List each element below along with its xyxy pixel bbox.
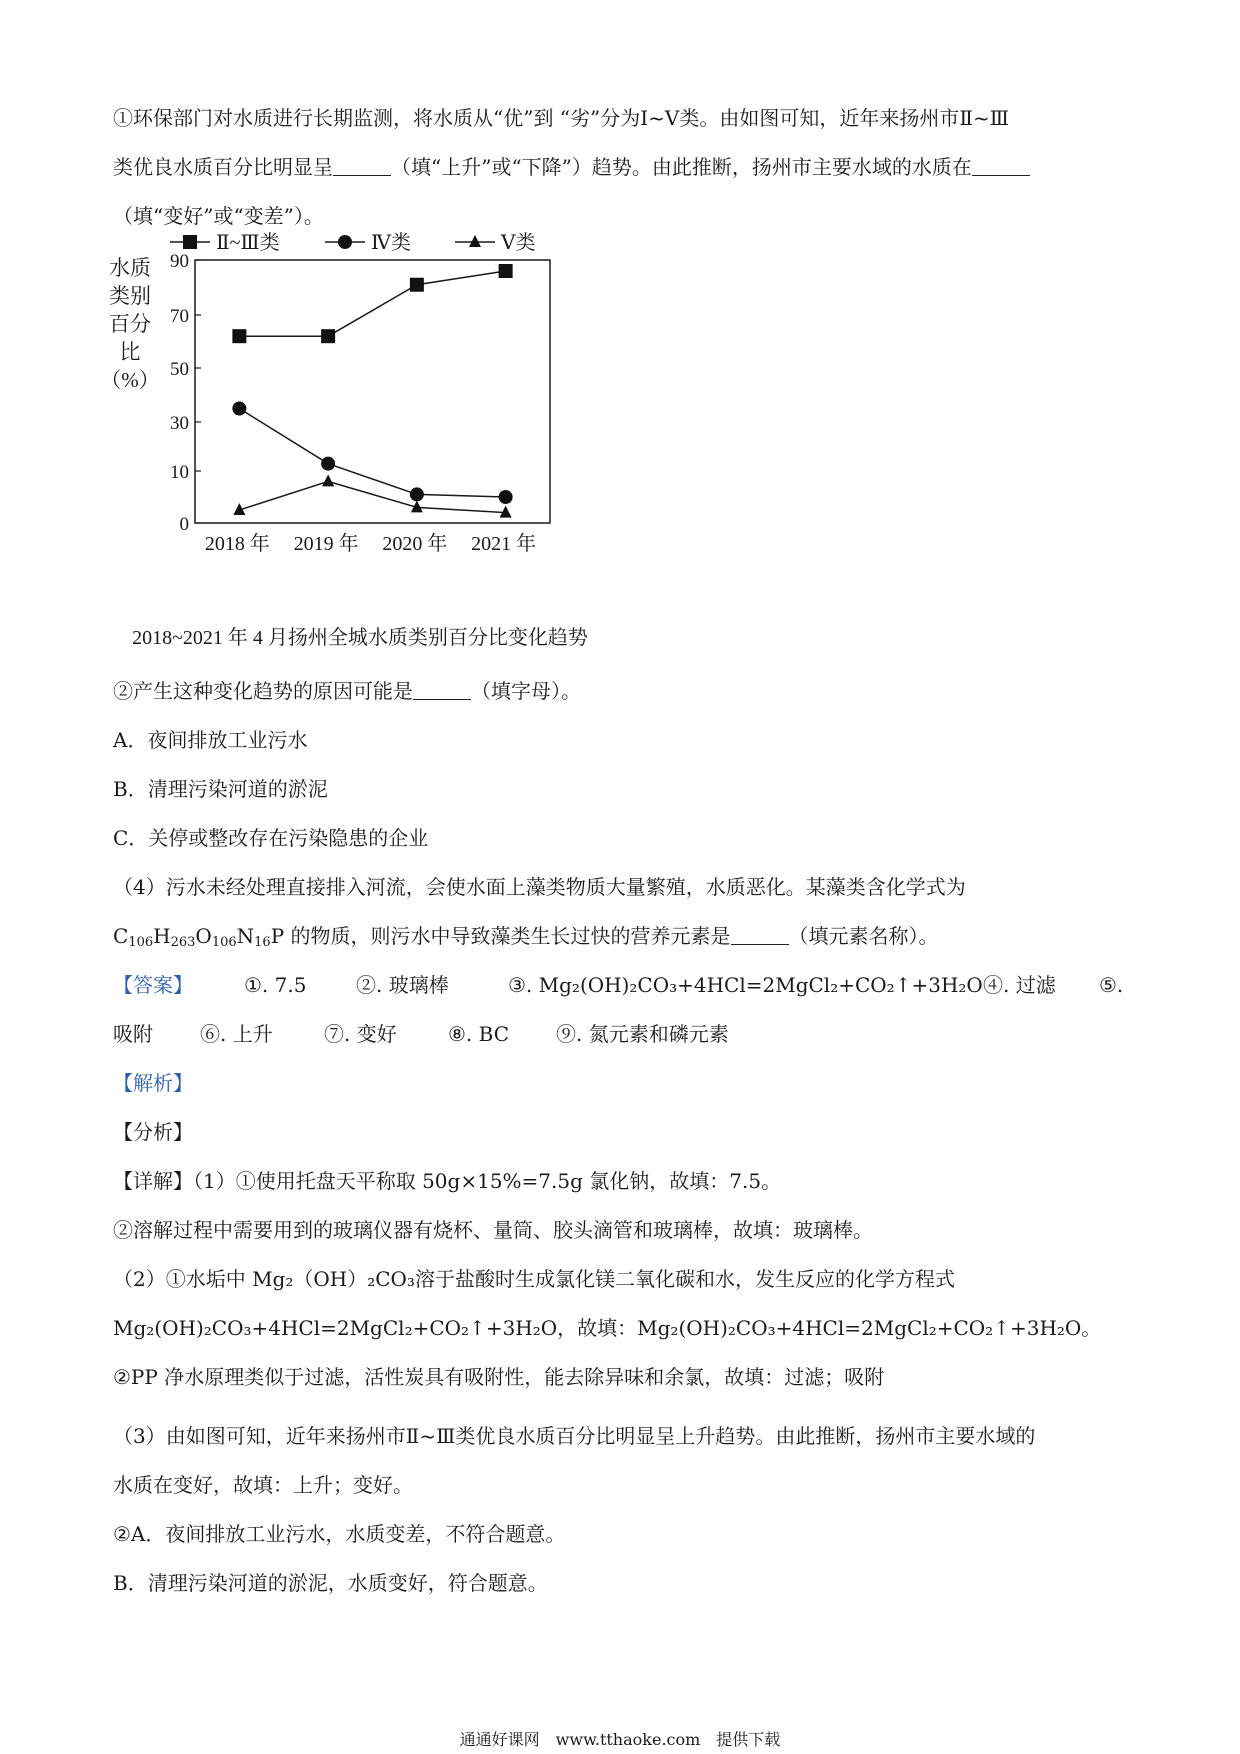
y-tick-label: 90 xyxy=(170,251,189,272)
water-quality-chart xyxy=(100,232,700,660)
plot-frame xyxy=(195,260,550,523)
x-tick-label: 2021 年 xyxy=(471,533,537,555)
series-line xyxy=(239,409,505,498)
legend-label: Ⅱ~Ⅲ类 xyxy=(216,232,280,254)
data-point xyxy=(410,278,424,292)
q4-line2 xyxy=(113,921,939,958)
q3b-prompt xyxy=(113,676,581,706)
y-tick-label: 10 xyxy=(170,462,189,483)
detail-line-1: 【详解】（1）①使用托盘天平称取 50g×15%=7.5g 氯化钠，故填：7.5。 xyxy=(113,1169,782,1193)
y-label-line: 水质 xyxy=(109,256,151,280)
data-point xyxy=(499,264,513,278)
analysis-subtitle: 【分析】 xyxy=(113,1120,193,1144)
y-tick-label: 0 xyxy=(179,514,189,535)
q4-line2-c: （填元素名称）。 xyxy=(788,924,939,948)
detail-line-4: Mg₂(OH)₂CO₃+4HCl=2MgCl₂+CO₂↑+3H₂O，故填：Mg₂(OH)₂CO₃+4HCl=2MgCl₂+CO₂↑+3H₂O。 xyxy=(113,1316,1102,1340)
answer-8: ⑧. BC xyxy=(448,1022,510,1046)
option-a: A．夜间排放工业污水 xyxy=(113,728,308,752)
option-c: C．关停或整改存在污染隐患的企业 xyxy=(113,826,429,850)
chart-axes xyxy=(170,251,550,555)
chart-series xyxy=(232,264,512,518)
answer-9: ⑨. 氮元素和磷元素 xyxy=(556,1022,729,1046)
data-point xyxy=(321,329,335,343)
y-label-line: 类别 xyxy=(109,284,151,308)
answer-4: ④. 过滤 xyxy=(983,973,1056,997)
q4-line1: （4）污水未经处理直接排入河流，会使水面上藻类物质大量繁殖，水质恶化。某藻类含化学式为 xyxy=(113,875,966,899)
legend-marker xyxy=(183,235,197,249)
answer-5-number: ⑤. xyxy=(1099,973,1124,997)
data-point xyxy=(322,474,334,486)
q3-line3: （填“变好”或“变差”）。 xyxy=(113,204,324,228)
detail-line-6: （3）由如图可知，近年来扬州市Ⅱ~Ⅲ类优良水质百分比明显呈上升趋势。由此推断，扬州市主要水域的 xyxy=(113,1424,1036,1448)
detail-line-9: B．清理污染河道的淤泥，水质变好，符合题意。 xyxy=(113,1571,548,1595)
formula: $C_{106}H_{263}O_{106}N_{16}P$ xyxy=(113,924,285,950)
y-label-line: 比 xyxy=(119,340,141,364)
x-tick-label: 2020 年 xyxy=(382,533,448,555)
data-point xyxy=(321,457,335,471)
x-tick-label: 2018 年 xyxy=(204,533,270,555)
y-tick-label: 50 xyxy=(170,359,189,380)
answer-blank-2 xyxy=(972,155,1030,176)
q3-line2-a: 类优良水质百分比明显呈 xyxy=(113,155,333,179)
legend-marker xyxy=(338,235,352,249)
q3b-prompt-a: ②产生这种变化趋势的原因可能是 xyxy=(113,679,413,703)
answer-blank-1 xyxy=(333,155,391,176)
data-point xyxy=(499,490,513,504)
answer-blank-4 xyxy=(731,924,789,945)
q3-line2 xyxy=(113,152,1030,182)
legend-label: Ⅴ类 xyxy=(501,232,536,254)
y-tick-label: 70 xyxy=(170,306,189,327)
q4-line2-b: 的物质，则污水中导致藻类生长过快的营养元素是 xyxy=(284,924,731,948)
data-point xyxy=(232,402,246,416)
answer-label: 【答案】 xyxy=(113,973,193,997)
y-tick-label: 30 xyxy=(170,413,189,434)
legend-marker xyxy=(469,235,481,247)
y-label-line: 百分 xyxy=(109,312,151,336)
option-b: B．清理污染河道的淤泥 xyxy=(113,777,328,801)
chart-title: 2018~2021 年 4 月扬州全城水质类别百分比变化趋势 xyxy=(132,627,588,649)
page-footer: 通通好课网 www.tthaoke.com 提供下载 xyxy=(459,1730,781,1749)
chart-y-label xyxy=(100,256,160,392)
y-label-line: （%） xyxy=(100,368,160,392)
data-point xyxy=(410,487,424,501)
chart-legend xyxy=(170,231,535,254)
answer-6: ⑥. 上升 xyxy=(200,1022,273,1046)
answer-3: ③. Mg₂(OH)₂CO₃+4HCl=2MgCl₂+CO₂↑+3H₂O xyxy=(508,973,983,997)
x-tick-label: 2019 年 xyxy=(293,533,359,555)
data-point xyxy=(232,329,246,343)
answer-7: ⑦. 变好 xyxy=(324,1022,397,1046)
analysis-label: 【解析】 xyxy=(113,1071,193,1095)
q3b-prompt-b: （填字母）。 xyxy=(471,679,581,703)
answer-2: ②. 玻璃棒 xyxy=(356,973,449,997)
series-line xyxy=(239,271,505,336)
detail-line-2: ②溶解过程中需要用到的玻璃仪器有烧杯、量筒、胶头滴管和玻璃棒，故填：玻璃棒。 xyxy=(113,1218,873,1242)
q3-line2-b: （填“上升”或“下降”）趋势。由此推断，扬州市主要水域的水质在 xyxy=(391,155,972,179)
answer-1: ①. 7.5 xyxy=(244,973,307,997)
answer-blank-3 xyxy=(413,679,471,700)
detail-line-8: ②A．夜间排放工业污水，水质变差，不符合题意。 xyxy=(113,1522,566,1546)
answer-5-text: 吸附 xyxy=(113,1022,153,1046)
detail-line-3: （2）①水垢中 Mg₂（OH）₂CO₃溶于盐酸时生成氯化镁二氧化碳和水，发生反应的化学方程式 xyxy=(113,1267,955,1291)
detail-line-5: ②PP 净水原理类似于过滤，活性炭具有吸附性，能去除异味和余氯，故填：过滤；吸附 xyxy=(113,1365,885,1389)
data-point xyxy=(500,506,512,518)
series-line xyxy=(239,481,505,512)
q3-line1: ①环保部门对水质进行长期监测，将水质从“优”到 “劣”分为Ⅰ~Ⅴ类。由如图可知，近年来扬州市Ⅱ~Ⅲ xyxy=(113,106,1009,130)
detail-line-7: 水质在变好，故填：上升；变好。 xyxy=(113,1473,413,1497)
legend-label: Ⅳ类 xyxy=(371,232,411,254)
